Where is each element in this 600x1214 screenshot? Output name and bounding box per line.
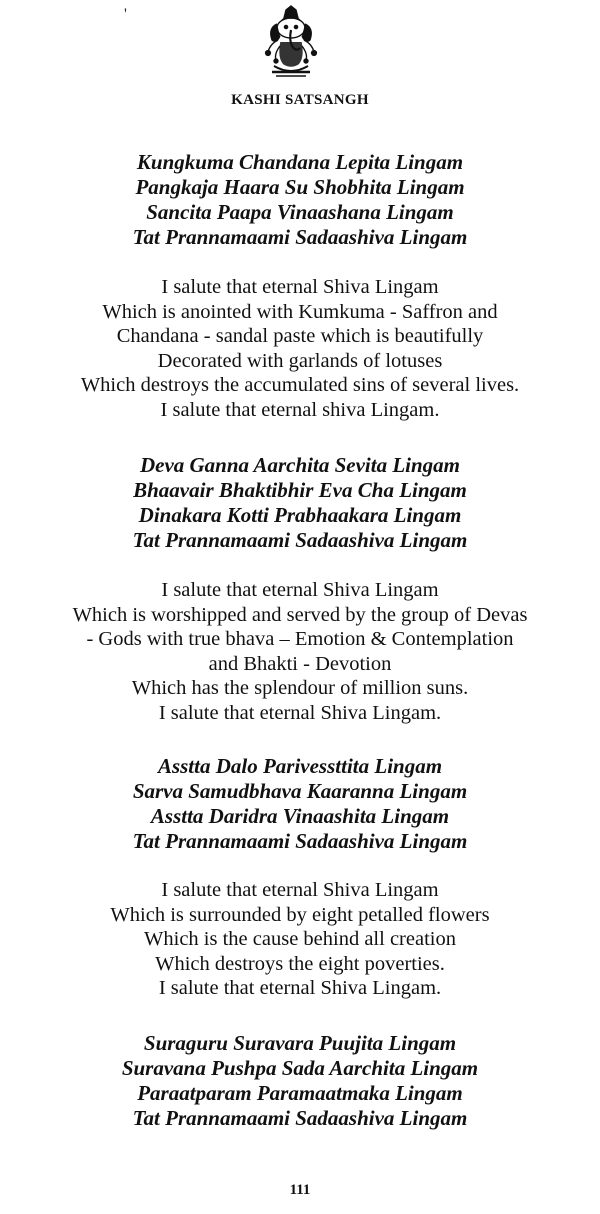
translation-line: Which destroys the eight poverties. bbox=[155, 952, 445, 975]
translation-3 bbox=[0, 878, 600, 1001]
translation-line: I salute that eternal shiva Lingam. bbox=[160, 398, 440, 421]
translation-line: I salute that eternal Shiva Lingam bbox=[161, 579, 439, 601]
verse-2 bbox=[0, 453, 600, 553]
verse-line: Paraatparam Paramaatmaka Lingam bbox=[137, 1081, 463, 1105]
verse-line: Dinakara Kotti Prabhaakara Lingam bbox=[138, 503, 462, 527]
translation-line: Chandana - sandal paste which is beautifully bbox=[116, 325, 484, 347]
translation-line: Which destroys the accumulated sins of several lives. bbox=[80, 374, 520, 396]
translation-line: I salute that eternal Shiva Lingam bbox=[161, 879, 439, 901]
translation-line: I salute that eternal Shiva Lingam. bbox=[158, 701, 442, 724]
verse-line: Tat Prannamaami Sadaashiva Lingam bbox=[132, 528, 468, 552]
translation-line: and Bhakti - Devotion bbox=[208, 652, 392, 675]
verse-line: Asstta Dalo Parivessttita Lingam bbox=[157, 754, 443, 778]
translation-line: Which is anointed with Kumkuma - Saffron and bbox=[102, 300, 498, 323]
translation-line: Which has the splendour of million suns. bbox=[131, 677, 469, 699]
translation-line: Which is the cause behind all creation bbox=[144, 928, 456, 950]
verse-line: Tat Prannamaami Sadaashiva Lingam bbox=[132, 225, 468, 249]
verse-line: Deva Ganna Aarchita Sevita Lingam bbox=[139, 453, 461, 477]
verse-line: Tat Prannamaami Sadaashiva Lingam bbox=[132, 829, 468, 853]
ganesha-emblem-icon bbox=[262, 4, 320, 82]
translation-line: Which is worshipped and served by the group of Devas bbox=[72, 603, 528, 626]
verse-4 bbox=[0, 1031, 600, 1131]
verse-3 bbox=[0, 754, 600, 854]
translation-line: Decorated with garlands of lotuses bbox=[157, 349, 443, 372]
verse-1 bbox=[0, 150, 600, 250]
translation-line: I salute that eternal Shiva Lingam bbox=[161, 276, 439, 298]
translation-line: - Gods with true bhava – Emotion & Contemplation bbox=[86, 628, 514, 650]
verse-line: Suravana Pushpa Sada Aarchita Lingam bbox=[121, 1056, 479, 1080]
verse-line: Pangkaja Haara Su Shobhita Lingam bbox=[135, 175, 465, 199]
verse-line: Kungkuma Chandana Lepita Lingam bbox=[136, 150, 464, 174]
verse-line: Suraguru Suravara Puujita Lingam bbox=[143, 1031, 457, 1055]
verse-line: Asstta Daridra Vinaashita Lingam bbox=[150, 804, 450, 828]
page-number: 111 bbox=[289, 1182, 311, 1198]
verse-line: Sarva Samudbhava Kaaranna Lingam bbox=[132, 779, 468, 803]
translation-line: Which is surrounded by eight petalled flowers bbox=[110, 903, 490, 926]
top-mark: ' bbox=[124, 6, 127, 23]
running-header: KASHI SATSANGH bbox=[231, 92, 369, 108]
translation-line: I salute that eternal Shiva Lingam. bbox=[158, 977, 442, 999]
verse-line: Bhaavair Bhaktibhir Eva Cha Lingam bbox=[133, 478, 467, 502]
translation-1 bbox=[0, 275, 600, 422]
translation-2 bbox=[0, 578, 600, 725]
verse-line: Sancita Paapa Vinaashana Lingam bbox=[146, 200, 454, 224]
verse-line: Tat Prannamaami Sadaashiva Lingam bbox=[132, 1106, 468, 1130]
